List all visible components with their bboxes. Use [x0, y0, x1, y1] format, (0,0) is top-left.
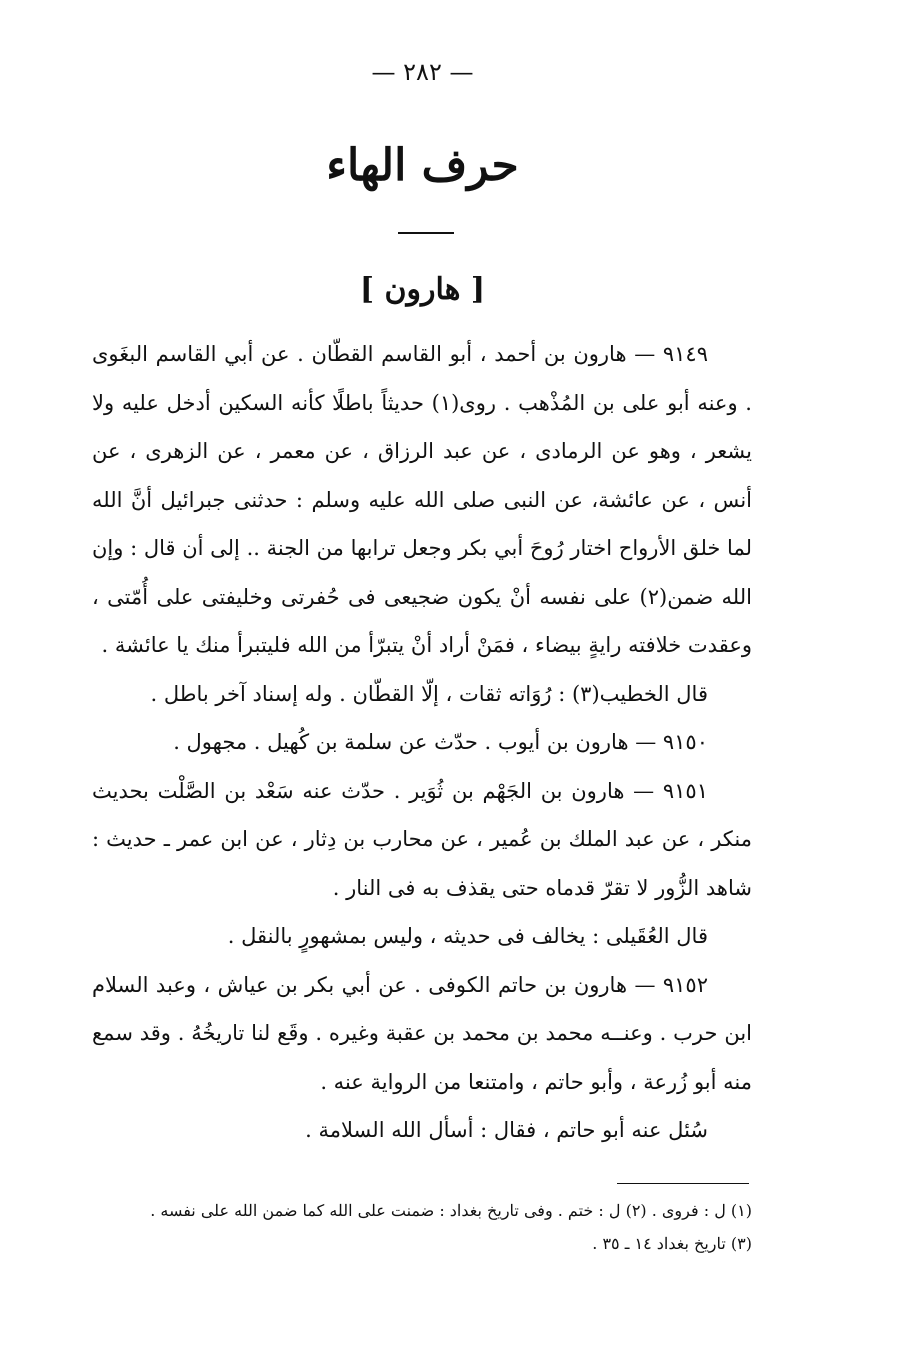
khatib-remark: قال الخطيب(٣) : رُوَاته ثقات ، إلّا القطّان . وله إسناد آخر باطل .: [150, 681, 708, 706]
footnote-divider: [617, 1183, 749, 1184]
page-number: — ٢٨٢ —: [371, 58, 474, 86]
footnote-1-2: (١) ل : فروى . (٢) ل : ختم . وفى تاريخ بغداد : ضمنت على الله كما ضمن الله على نفسه .: [150, 1201, 752, 1220]
entry-9152: ٩١٥٢ — هارون بن حاتم الكوفى . عن أبي بكر بن عياش ، وعبد السلام ابن حرب . وعنــه محمد بن محمد بن عقبة وغيره . وقَع لنا تاريخُهُ . وقد سمع منه أبو زُرعة ، وأبو حاتم ، وامتنعا من الرواية عنه .: [92, 972, 752, 1094]
body-text: [92, 330, 752, 1155]
title-divider: [398, 232, 454, 234]
entry-9150: ٩١٥٠ — هارون بن أيوب . حدّث عن سلمة بن كُهيل . مجهول .: [173, 730, 708, 754]
footnote-3: (٣) تاريخ بغداد ١٤ ـ ٣٥ .: [592, 1234, 752, 1253]
uqayli-remark: قال العُقَيلى : يخالف فى حديثه ، وليس بمشهورٍ بالنقل .: [227, 924, 708, 948]
entry-9151: ٩١٥١ — هارون بن الجَهْم بن ثُوَير . حدّث عنه سَعْد بن الصَّلْت بحديث منكر ، عن عبد الملك بن عُمير ، عن محارب بن دِثار ، عن ابن عمر ـ حديث : شاهد الزُّور لا تقرّ قدماه حتى يقذف به فى النار .: [92, 778, 752, 900]
entry-9149: ٩١٤٩ — هارون بن أحمد ، أبو القاسم القطّان . عن أبي القاسم البغَوى . وعنه أبو على بن المُذْهب . روى(١) حديثاً باطلًا كأنه السكين أدخل عليه ولا يشعر ، وهو عن الرمادى ، عن عبد الرزاق ، عن معمر ، عن الزهرى ، عن أنس ، عن عائشة، عن النبى صلى الله عليه وسلم : حدثنى جبرائيل أنَّ الله لما خلق الأرواح اختار رُوحَ أبي بكر وجعل ترابها من الجنة .. إلى أن قال : وإن الله ضمن(٢) على نفسه أنْ يكون ضجيعى فى حُفرتى وخليفتى على أُمّتى ، وعقدت خلافته رايةٍ بيضاء ، فمَنْ أراد أنْ يتبرّأ من الله فليتبرأ منك يا عائشة .: [92, 342, 752, 657]
chapter-title: حرف الهاء: [326, 140, 519, 191]
section-heading: [ هارون ]: [359, 272, 486, 307]
footnotes: [92, 1194, 752, 1260]
abu-hatim-remark: سُئل عنه أبو حاتم ، فقال : أسأل الله السلامة .: [305, 1118, 708, 1142]
